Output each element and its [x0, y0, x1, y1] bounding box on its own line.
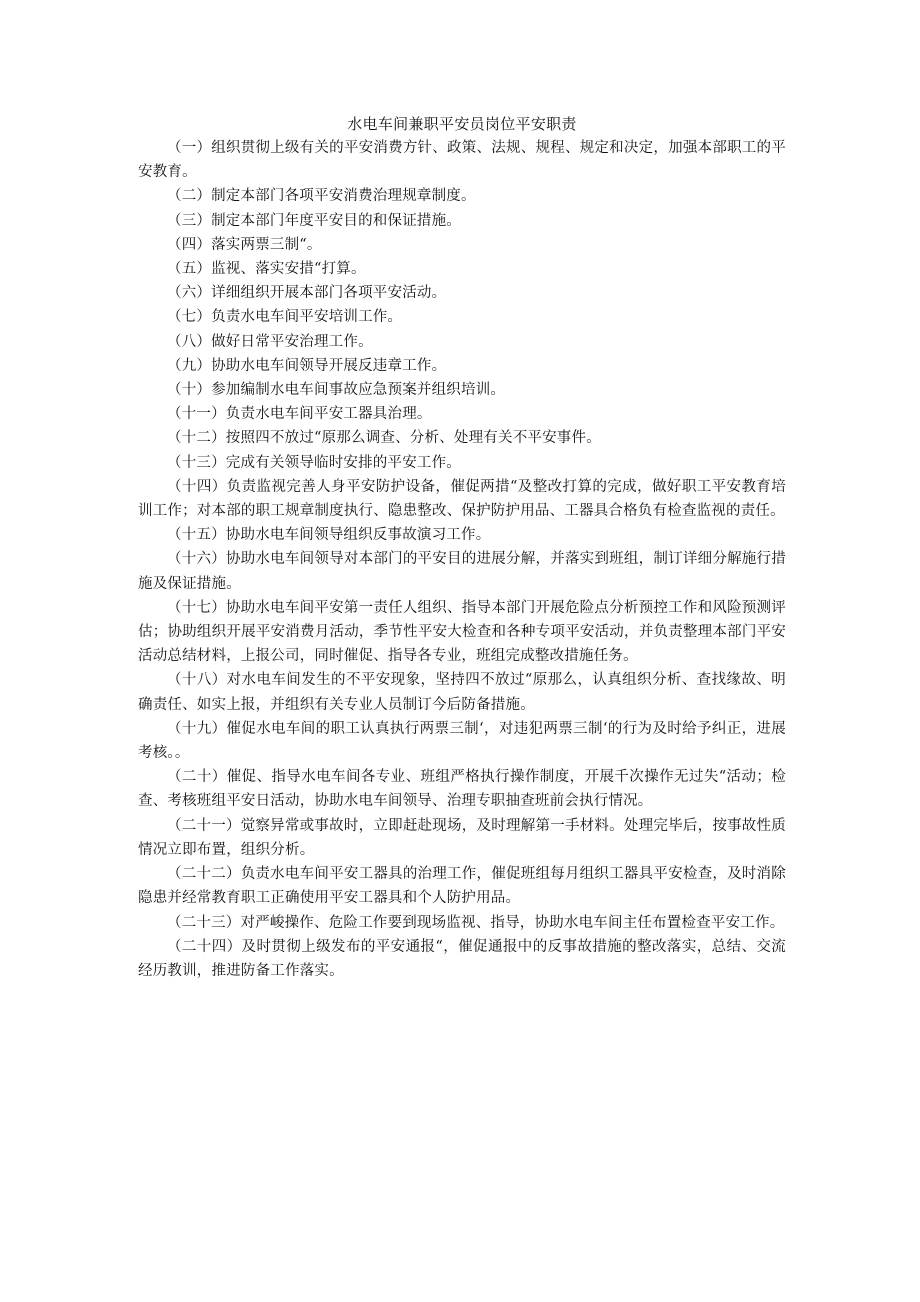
- clause-item: （十四）负责监视完善人身平安防护设备，催促两措“及整改打算的完成，做好职工平安教育培训工作；对本部的职工规章制度执行、隐患整改、保护防护用品、工器具合格负有检查监视的责任。: [138, 478, 786, 520]
- clause-item: （二十三）对严峻操作、危险工作要到现场监视、指导，协助水电车间主任布置检查平安工作。: [167, 914, 785, 931]
- clause-list: [138, 136, 786, 983]
- clause-item: （十九）催促水电车间的职工认真执行两票三制‘，对违犯两票三制‘的行为及时给予纠正，进展考核。。: [138, 720, 786, 762]
- clause-item: （十）参加编制水电车间事故应急预案并组织培训。: [167, 382, 506, 399]
- clause-item: （十六）协助水电车间领导对本部门的平安目的进展分解，并落实到班组，制订详细分解施行措施及保证措施。: [138, 551, 786, 592]
- clause-item: （五）监视、落实安措“打算。: [167, 261, 366, 278]
- clause-item: （十一）负责水电车间平安工器具治理。: [167, 406, 432, 423]
- clause-item: （二十）催促、指导水电车间各专业、班组严格执行操作制度，开展千次操作无过失“活动；检查、考核班组平安日活动，协助水电车间领导、治理专职抽查班前会执行情况。: [138, 769, 786, 810]
- clause-item: （九）协助水电车间领导开展反违章工作。: [167, 357, 447, 374]
- clause-item: （一）组织贯彻上级有关的平安消费方针、政策、法规、规程、规定和决定，加强本部职工的平安教育。: [138, 140, 786, 181]
- clause-item: （二十二）负责水电车间平安工器具的治理工作，催促班组每月组织工器具平安检查，及时消除隐患并经常教育职工正确使用平安工器具和个人防护用品。: [138, 866, 786, 907]
- clause-item: （二）制定本部门各项平安消费治理规章制度。: [167, 188, 476, 205]
- clause-item: （十七）协助水电车间平安第一责任人组织、指导本部门开展危险点分析预控工作和风险预测评估；协助组织开展平安消费月活动，季节性平安大检查和各种专项平安活动，并负责整理本部门平安活动总结材料，上报公司，同时催促、指导各专业，班组完成整改措施任务。: [138, 599, 786, 665]
- document-title: 水电车间兼职平安员岗位平安职责: [347, 115, 577, 133]
- clause-item: （二十四）及时贯彻上级发布的平安通报“，催促通报中的反事故措施的整改落实，总结、交流经历教训，推进防备工作落实。: [138, 938, 786, 979]
- clause-item: （七）负责水电车间平安培训工作。: [167, 309, 403, 326]
- clause-item: （二十一）觉察异常或事故时，立即赶赴现场，及时理解第一手材料。处理完毕后，按事故性质情况立即布置，组织分析。: [138, 817, 786, 858]
- clause-item: （四）落实两票三制“。: [167, 236, 322, 253]
- clause-item: （六）详细组织开展本部门各项平安活动。: [167, 285, 447, 302]
- document-page: [138, 112, 786, 983]
- clause-item: （十八）对水电车间发生的不平安现象，坚持四不放过“原那么，认真组织分析、查找缘故、明确责任、如实上报，并组织有关专业人员制订今后防备措施。: [138, 672, 786, 713]
- clause-item: （十三）完成有关领导临时安排的平安工作。: [167, 454, 461, 471]
- clause-item: （十五）协助水电车间领导组织反事故演习工作。: [167, 527, 491, 544]
- clause-item: （三）制定本部门年度平安目的和保证措施。: [167, 212, 461, 229]
- clause-item: （十二）按照四不放过“原那么调查、分析、处理有关不平安事件。: [167, 430, 601, 447]
- clause-item: （八）做好日常平安治理工作。: [167, 333, 373, 350]
